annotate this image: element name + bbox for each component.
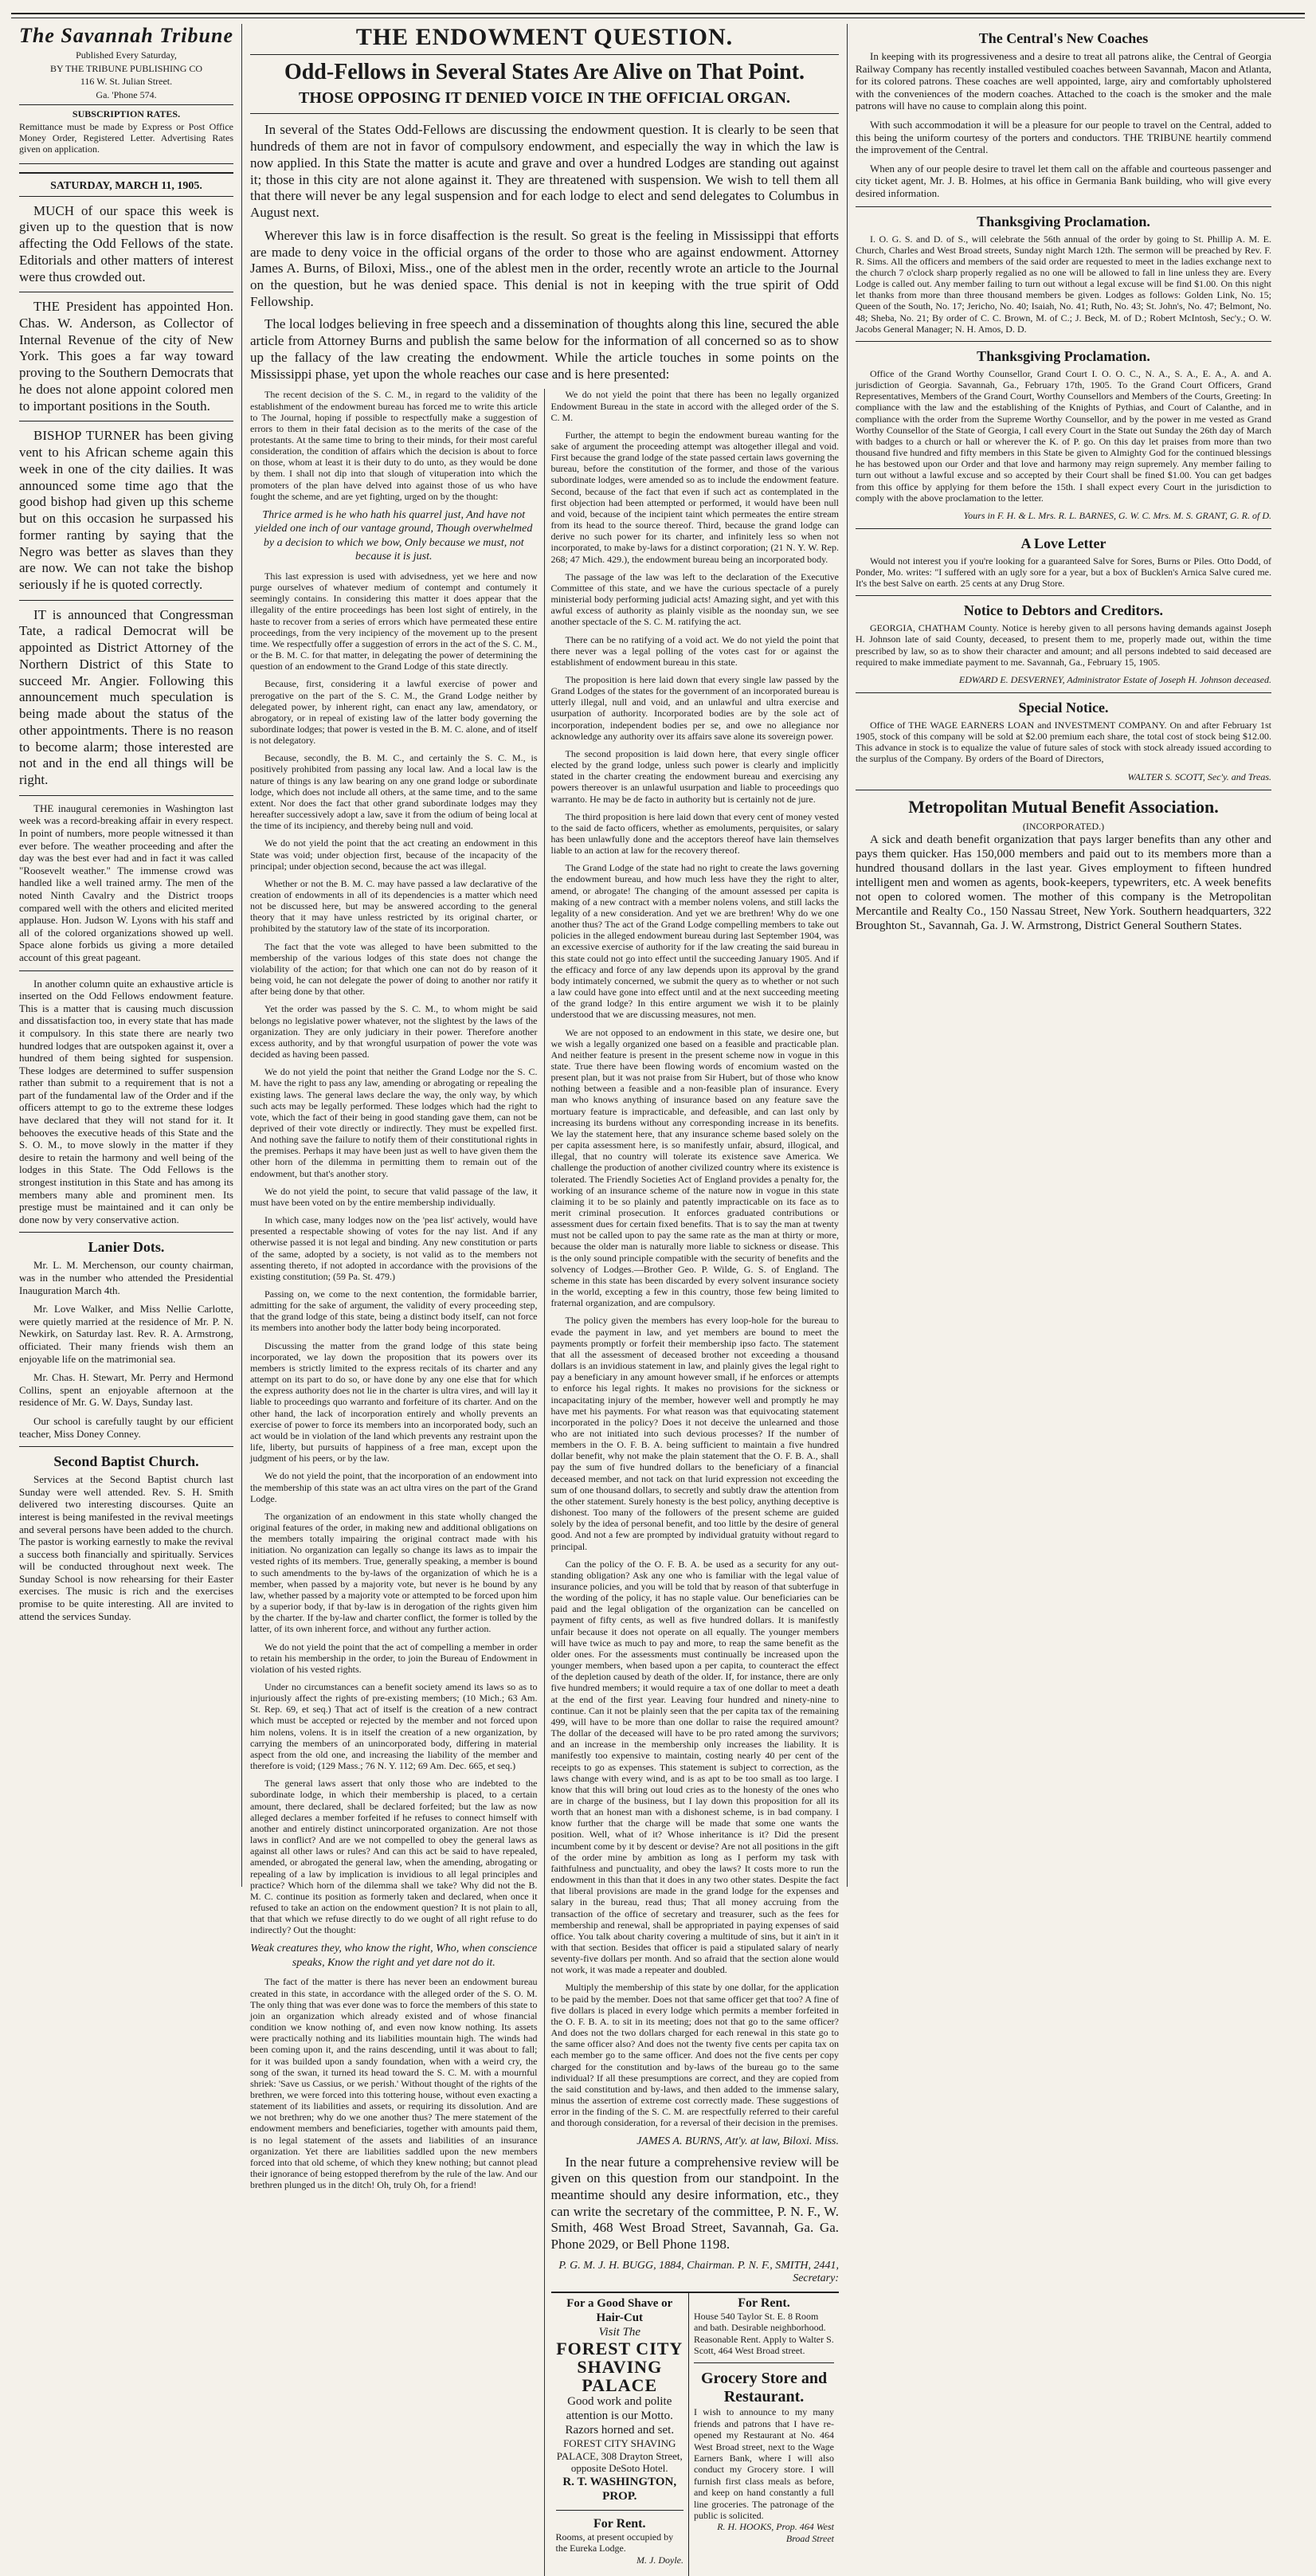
masthead <box>19 24 233 174</box>
article-paragraph: The fact that the vote was alleged to have been submitted to the membership of the various lodges of this state does not change the violability of the action; for that which one can not do by reason of it being void, he can not delegate the power of doing to another nor ratify it after being done by that other. <box>250 940 538 998</box>
notice-signature: Yours in F. H. & L. Mrs. R. L. BARNES, G. W. C. Mrs. M. S. GRANT, G. R. of D. <box>963 509 1271 521</box>
article-paragraph: Yet the order was passed by the S. C. M., to whom might be said belongs no legislative power whatever, not the slightest by the laws of the organization. They are only judiciary in their power. Therefore another excess authority, and by that wrongful usurpation of power the vote was decided as having been passed. <box>250 1003 538 1061</box>
section-heading: Thanksgiving Proclamation. <box>977 347 1150 364</box>
article-subheadline: Odd-Fellows in Several States Are Alive on That Point. <box>284 60 805 84</box>
divider <box>856 692 1271 693</box>
divider <box>19 795 233 796</box>
news-item: When any of our people desire to travel let them call on the affable and courteous passenger and city ticket agent, Mr. J. B. Holmes, at his office in Germania Bank building, who will give every desired information. <box>856 162 1271 199</box>
article-paragraph: The passage of the law was left to the declaration of the Executive Committee of this state, and we have the curious spectacle of a purely ministerial body performing judicial acts! Amazing sight, and yet with this awful excess of authority as plainly visible as the noonday sun, we see another spectacle of the S. C. M. ratifying the act. <box>550 570 839 628</box>
article-paragraph: We do not yield the point that there has been no legally organized Endowment Bureau in the state in accord with the alleged order of the S. C. M. <box>550 389 839 423</box>
article-paragraph: This last expression is used with advisedness, yet we here and now purge ourselves of whatever medium of contempt and contumely it seemingly contains. In considering this matter it does appear that the illegality of the entire proceedings has been lost sight of entirely, in the haste to recover from a series of errors which have permeated these entire proceedings, from the very incipiency of the movement up to the present time. We respectfully offer a suggestion of errors in the act of the S. C. M., or the B. M. C. for that matter, in delegating the power of determining the question of an endowment to the Grand Lodge of this state directly. <box>250 570 538 672</box>
divider <box>19 600 233 601</box>
column-left <box>11 24 242 1887</box>
editorial-paragraph: In another column quite an exhaustive article is inserted on the Odd Fellows endowment feature. This is a matter that is causing much discussion and dissatisfaction too, in every state that has made it compulsory. In this state there are nearly two hundred lodges that are outspoken against it, over a hundred of them being sighted for suspension. These lodges are determined to suffer suspension rather than submit to a requirement that is not a part of the fundamental law of the Order and if the officers attempt to go to the extreme these lodges have declared that they will not stand for it. It behooves the executive heads of this State and the S. O. M., to move slowly in the matter if they desire to retain the harmony and well being of the lodges in this State. The Odd Fellows is the strongest institution in this State and has among its members many able and prominent men. Its prestige must be maintained and it can only be done now by very conservative action. <box>19 977 233 1225</box>
news-item: Mr. Chas. H. Stewart, Mr. Perry and Hermond Collins, spent an enjoyable afternoon at the residence of Mr. G. W. Days, Sunday last. <box>19 1371 233 1409</box>
shave-ad-line: For a Good Shave or Hair-Cut <box>566 2296 673 2324</box>
notice-text: I. O. G. S. and D. of S., will celebrate the 56th annual of the order by going to St. Phillip A. M. E. Church, Charles and West Broad streets, Sunday night March 12th. The sermon will be preached by Rev. F. R. Sims. All the officers and members of the said order are requested to meet in the ladies exchange next to the church 7 o'clock sharp properly regalied as no one will be allowed to fall in line unless they are. Every Lodge is called out. Any member failing to turn out without a legal excuse will be find $1.00. On this night let thanks from more than three thousand members be given. Lodges as follows: Golden Link, No. 15; Queen of the South, No. 17; Jericho, No. 40; Isaiah, No. 41; Ruth, No. 43; St. John's, No. 47; Belmont, No. 48; Sheba, No. 21; By order of C. C. Brown, M. of C.; J. Beck, M. of D.; Robert McIntosh, Sec'y.; O. W. Jacobs General Manager; N. H. Amos, D. D. <box>856 233 1271 335</box>
divider <box>856 595 1271 596</box>
divider <box>856 206 1271 207</box>
subscription-box <box>19 104 233 164</box>
article-deck: THOSE OPPOSING IT DENIED VOICE IN THE OFFICIAL ORGAN. <box>250 89 839 114</box>
news-item: Our school is carefully taught by our efficient teacher, Miss Doney Conney. <box>19 1414 233 1440</box>
shave-ad-line: Visit The <box>598 2325 641 2339</box>
editorial-paragraph: BISHOP TURNER has been giving vent to his African scheme again this week in one of the city dailies. It was announced some time ago that the good bishop had given up this scheme but on this occasion he surpassed his former ranting by saying that the Negro was better as slaves than they are now. We can not take the bishop seriously if he is quoted correctly. <box>19 428 233 593</box>
news-item: Mr. Love Walker, and Miss Nellie Carlotte, were quietly married at the residence of Mr. P. N. Newkirk, on Saturday last. Rev. R. A. Armstrong, officiated. Their many friends wish them an enjoyable life on the matrimonial sea. <box>19 1303 233 1365</box>
article-paragraph: The policy given the members has every loop-hole for the bureau to evade the payment in law, and yet members are bound to meet the payments promptly or forfeit their membership ipso facto. The statement that all the assessment of deceased brother not exceeding a thousand dollars is an invidious statement in law, and plainly gives the legal right to pay a beneficiary in any amount however small, if he enforces or attempts to enforce his legal rights. It makes no provisions for the sickness or incapacitating injury of the member, however well and promptly he may have met his payments. For what reason was that equivocating statement incorporated in the policy? Does it not deceive the unlearned and those who are not initiated into such devious processes? If the number of members in the O. F. B. A. being sufficient to maintain a five hundred dollar benefit, why not make the plain statement that the O. F. B. A., shall pay the sum of five hundred dollars to the beneficiary of a financial deceased member, and not tack on that lurid expression not exceeding the sum of one thousand dollars, to secretly and subtly draw the attention from the other statement. Surely honesty is the best policy, anything deceptive is dishonest. Too many of the followers of the present scheme are guided solely by the idea of personal benefit, and too little by the desire of general good. And not a few are prompted by individual gratuity without regard to principal. <box>550 1315 839 1552</box>
article-paragraph: The Grand Lodge of the state had no right to create the laws governing the endowment bureau, and how much less have they the right to alter, amend, or abrogate! The changing of the amount assessed per capita is making of a new contract with a member nolens volens, and still lacks the legality of a new consideration. And yet we are brethren! Why do we one another thus? The act of the Grand Lodge compelling members to take out policies in the alleged endowment bureau during last September 1904, was an excessive exercise of authority for if the law creating the said bureau in this state could not go into effect until the succeeding January 1905. And if the efficacy and force of any law depends upon its approval by the grand body intimately concerned, we submit the query as to whether or not such a law could have gone into effect until and at the next succeeding meeting of the grand lodge? In this entire argument we wish it to be plainly understood that we are discussing measures, not men. <box>550 862 839 1021</box>
masthead-publisher: BY THE TRIBUNE PUBLISHING CO <box>49 62 203 74</box>
notice-signature: WALTER S. SCOTT, Sec'y. and Treas. <box>1127 770 1271 782</box>
shave-ad-name: FOREST CITY SHAVING PALACE <box>556 2338 683 2396</box>
section-heading: Metropolitan Mutual Benefit Association. <box>908 796 1219 817</box>
article-intro: Wherever this law is in force disaffection is the result. So great is the feeling in Mississippi that efforts are made to deny voice in the official organs of the order to those who are against endowment. Attorney James A. Burns, of Biloxi, Miss., one of the ablest men in the order, recently wrote an article to the Journal on the question, but he was denied space. This denial is not in keeping with the true spirit of Odd Fellowship. <box>250 227 839 309</box>
shave-ad-line: FOREST CITY SHAVING PALACE, 308 Drayton Street, opposite DeSoto Hotel. <box>556 2437 683 2475</box>
article-paragraph: The recent decision of the S. C. M., in regard to the validity of the establishment of the endowment bureau has forced me to write this article to The Journal, hoping if possible to respectfully make a suggestion of errors to them in their fatal decision as to the merits of the case of the protestants. At the same time to bring to their minds, for their most careful consideration, the condition of affairs which the decision is about to force on those, whom at least it is their duty to do unto, as they would be done by them. I shall not dip into that slough of vituperation into which the promoters of the plan have delved into against those of us who have fought the scheme, and are yet fighting, urged on by the thought: <box>250 389 538 502</box>
column-layout <box>11 24 1305 2566</box>
for-rent-text: Rooms, at present occupied by the Eureka Lodge. <box>555 2531 674 2554</box>
article-paragraph: The second proposition is laid down here, that every single officer elected by the grand lodge, unless such power is clearly and implicitly stated in the charter creating the endowment bureau and exercising any powers thereover is an unlawful usurpation and liable to proceedings quo warranto. He may be de facto in authority but is certainly not de jure. <box>550 747 839 805</box>
article-intro: In several of the States Odd-Fellows are discussing the endowment question. It is clearly to be seen that hundreds of them are not in favor of compulsory endowment, and especially the way in which the law is now applied. In this State the matter is acute and grave and over a hundred Lodges are standing out against it; those in this city are not alone against it. They are threatened with suspension. We wish to tell them all that there will never be any legal suspension and for each lodge to elect and send delegates to Columbus in August next. <box>250 122 839 221</box>
divider <box>694 2362 834 2363</box>
section-heading: The Central's New Coaches <box>978 30 1149 46</box>
article-verse: Weak creatures they, who know the right, Who, when conscience speaks, Know the right and yet dare not do it. <box>250 1943 538 1969</box>
for-rent-heading: For Rent. <box>738 2296 790 2310</box>
section-heading: Special Notice. <box>1018 699 1109 716</box>
article-paragraph: We do not yield the point, that the incorporation of an endowment into the membership of this state was an act ultra vires on the part of the Grand Lodge. <box>250 1470 538 1504</box>
article-signature: JAMES A. BURNS, Att'y. at law, Biloxi. Miss. <box>636 2135 839 2147</box>
masthead-publish-line: Published Every Saturday, <box>76 49 177 61</box>
article-paragraph: In which case, many lodges now on the 'pea list' actively, would have presented a respectable showing of votes for the nay list. And if any otherwise passed it is not legal and binding. Any new constitution or parts of the same, adopted by a society, is not valid as to the members not assenting thereto, if not adopted in accordance with the provisions of the existing constitution; (59 Pa. St. 479.) <box>250 1214 538 1282</box>
editorial-paragraph: IT is announced that Congressman Tate, a radical Democrat will be appointed as District Attorney of the Northern District of this State to succeed Mr. Angier. Following this announcement much speculation is being made about the status of the other appointments. There is no reason to become alarm; those interested are not and in the end all things will be right. <box>19 606 233 788</box>
committee-signature: P. G. M. J. H. BUGG, 1884, Chairman. P. N. F., SMITH, 2441, Secretary: <box>558 2259 839 2284</box>
shave-ad <box>551 2293 690 2576</box>
article-paragraph: The organization of an endowment in this state wholly changed the original features of the order, in making new and additional obligations on the members totally impairing the original contract made with his initiation. No organization can legally so change its laws as to impair the vested rights of its members. True, generally speaking, a member is bound to such amendments to the by-laws of the organization of which he is a member, when passed by a majority vote, but never is he bound by any law, whether passed by a majority vote or attempted to be forced upon him by a superior body, if that by-law is in derogation of the rights given him by the charter. If the by-law and charter conflict, the former is tolled by the latter, of its own inherent force, and without any further action. <box>250 1510 538 1635</box>
notice-text: Would not interest you if you're looking for a guaranteed Salve for Sores, Burns or Piles. Otto Dodd, of Ponder, Mo. writes: "I suffered with an ugly sore for a year, but a box of Bucklen's Arnica Salve cured me. It's the best Salve on earth. 25 cents at any Drug Store. <box>856 555 1271 590</box>
article-paragraph: We do not yield the point that neither the Grand Lodge nor the S. C. M. have the right to pass any law, amending or abrogating or repealing the existing laws. The general laws declare the way, the only way, by which such acts may be legally performed. These lodges which had the right to vote, which the fact of their being in good standing gave them, can not be deprived of their vote directly or indirectly. They must be expelled first. And nothing save the failure to notify them of their constitutional rights in the premises. Perhaps it may have been just as well to have given them the other horn of the dilemma in permitting them to remain out of the endowment, but that's another story. <box>250 1066 538 1179</box>
article-paragraph: Under no circumstances can a benefit society amend its laws so as to injuriously affect the rights of pre-existing members; (10 Mich.; 63 Am. St. Rep. 69, et seq.) That act of itself is the creation of a new contract which must be accepted or rejected by the member and not forced upon him nolens, volens. It is in itself the creation of a new organization, by carrying the members of an unincorporated body, differing in material aspect from the old one, and increasing the liability of the member and therefore is void; (129 Mass.; 76 N. Y. 112; 69 Am. Dec. 665, et seq.) <box>250 1681 538 1772</box>
notice-signature: EDWARD E. DESVERNEY, Administrator Estate of Joseph H. Johnson deceased. <box>958 673 1271 685</box>
remit-note: Remittance must be made by Express or Post Office Money Order, Registered Letter. Advertising Rates given on application. <box>19 121 233 155</box>
article-headline: THE ENDOWMENT QUESTION. <box>250 24 839 55</box>
article-body-left <box>250 389 545 2575</box>
divider <box>556 2510 684 2511</box>
divider <box>19 1232 233 1233</box>
column-main-article <box>242 24 848 2566</box>
masthead-phone: Ga. 'Phone 574. <box>96 88 157 100</box>
article-paragraph: We do not yield the point that the act of compelling a member in order to retain his membership in the order, to join the Bureau of Endowment in violation of his vested rights. <box>250 1641 538 1675</box>
editorial-paragraph: THE inaugural ceremonies in Washington last week was a record-breaking affair in every respect. In point of numbers, more people witnessed it than ever before. The weather proceeding and after the day was the best ever had and in fact it was called "Roosevelt weather." The immense crowd was handled like a well trained army. The men of the noted Ninth Cavalry and the District troops compared well with the others and elicited merited applause. Hon. Judson W. Lyons with his staff and all of the colored organizations showed up well. Space alone forbids us giving a more detailed account of this great pageant. <box>19 802 233 963</box>
top-border-rule <box>11 13 1305 18</box>
article-paragraph: Passing on, we come to the next contention, the formidable barrier, admitting for the sake of argument, the validity of every proceeding step, that the grand lodge of this state, being a distinct body itself, can not force its members into another body the latter body being incorporated. <box>250 1288 538 1334</box>
editorial-paragraph: THE President has appointed Hon. Chas. W. Anderson, as Collector of Internal Revenue of the city of New York. This goes a far way toward proving to the Southern Democrats that he does not alone appoint colored men to important positions in the South. <box>19 299 233 414</box>
notice-text: Office of the Grand Worthy Counsellor, Grand Court I. O. O. C., N. A., S. A., E. A., A. and A. jurisdiction of Georgia. Savannah, Ga., February 17th, 1905. To the Grand Court Officers, Grand Representatives, Members of the Grand Court, Worthy Counsellors and Members of the Courts, Greeting: In compliance with the law and the establishing of the Knights of Pythias, and Court of Calanthe, and in compliance with the order from the Supreme Worthy Counsellor, and by the power in me vested as Grand Worthy Counsellor of the State of Georgia, I call every Court in the State out Sunday the 26th day of March with badges to a church or hall or wherever the K. of P. go. On this day let praises from more than two thousand five hundred and fifty members in this State be given to Almighty God for the continued blessings he has bestowed upon our Order and that love and harmony may reign supremely. Any member failing to turn out without a lawful excuse and so accepted by their Court shall be fined $1.00. You can get badges from this office by applying for them before the 15th. I shall expect every Court in the jurisdiction to comply with the above proclamation to the letter. <box>856 367 1271 504</box>
metro-subhead: (INCORPORATED.) <box>1022 820 1105 832</box>
notice-text: Office of THE WAGE EARNERS LOAN and INVESTMENT COMPANY. On and after February 1st 1905, stock of this company will be sold at $2.00 premium each share, the total cost of stock being $12.00. This advance in stock is to equalize the value of future sales of stock with stock already issued according to the surplus of the Company. By orders of the Board of Directors, <box>856 719 1271 765</box>
notice-text: A sick and death benefit organization that pays larger benefits than any other and pays them quicker. Has 150,000 members and paid out to its members more than a hundred thousand dollars in the last year. Gives employment to fifteen hundred intelligent men and women as agents, book-keepers, typewriters, etc. A week benefits not open to colored women. The mother of this company is the Metropolitan Mercantile and Realty Co., 150 Nassau Street, New York. Southern headquarters, 322 Broughton St., Savannah, Ga. J. W. Armstrong, District General Southern States. <box>856 833 1271 932</box>
news-item: Mr. L. M. Merchenson, our county chairman, was in the number who attended the Presidential Inauguration March 4th. <box>19 1259 233 1296</box>
article-paragraph: We are not opposed to an endowment in this state, we desire one, but we wish a legally organized one based on a feasible and practicable plan. And neither feature is present in the present scheme now in vogue in this state. True there have been flowing words of encomium wasted on the present plan, but it was not praise from Sir Hubert, but of those who know nothing between a feasible and a non-feasible plan of insurance. Every man who knows anything of insurance based on any feature save the mortuary feature is impracticable, and defeasible, and can last only by increasing its burdens without any corresponding increase in its benefits. We lay the statement here, that any insurance scheme based solely on the per capita assessment here, is so manifestly unfair, absurd, illogical, and illegal, that no country will tolerate its existence save America. We challenge the production of another civilized country where its existence is tolerated. The Friendly Societies Act of England provides a penalty for, the working of an insurance scheme of the nature now in vogue in this state claiming it to be so plainly and patently impracticable on its face as to merit criminal prosecution. It enforces graduated contributions or assessment dues for certain fixed benefits. That is to say the man at twenty must not be called upon to pay the same rate as the man at thirty or more, because the older man is naturally more liable to sickness or disease. This is the only sound principle compatible with the security of benefits and the solvency of Lodges.—Brother Geo. P. Wilde, G. S. of England. The scheme in this state has been discarded by every solvent insurance society in the world, excepting a few in this country, those few being limited to fraternal organization, and are compulsory. <box>550 1026 839 1309</box>
grocery-text: I wish to announce to my many friends and patrons that I have re-opened my Restaurant at No. 464 West Broad street, next to the Wage Earners Bank, where I will also conduct my Grocery store. I will furnish first class meals as before, and keep on hand constantly a full line groceries. The patronage of the public is solicited. <box>694 2406 834 2521</box>
shave-ad-line: R. T. WASHINGTON, PROP. <box>562 2475 677 2503</box>
article-paragraph: The proposition is here laid down that every single law passed by the Grand Lodges of the states for the government of an incorporated bureau is utterly illegal, null and void, and an unlawful and ultra exercise and usurpation of authority. Incorporated bodies are by the sole act of incorporation, independent bodies per se, and owe no allegiance nor acknowledge any authority over its affairs save alone its sovereign power. <box>550 673 839 742</box>
article-paragraph: Discussing the matter from the grand lodge of this state being incorporated, we lay down the proposition that its powers over its members is strictly limited to the express recitals of its charter and any attempt on its part to do so, or have done by any one else that for which the express authority does not lie in the charter is ultra vires, and will lay it liable to proceedings quo warranto and forfeiture of its charter. And on the other hand, the lack of incorporation entirely and wholly prevents an exercise of power to force its members into an incorporated body, such an act would be in violation of the land which prevents any restraint upon the life, liberty, but pursuits of happiness of a free man, except upon the judgment of his peers, or by the law. <box>250 1339 538 1464</box>
for-rent-signature: M. J. Doyle. <box>636 2554 684 2566</box>
article-paragraph: Can the policy of the O. F. B. A. be used as a security for any out-standing obligation? Ask any one who is familiar with the legal value of insurance policies, and you will be told that by reason of that subterfuge in the wording of the policy, it has no staple value. Our beneficiaries can be paid and the legal obligation of the organization can be cancelled on payment of fifty cents, as well as five hundred dollars. It is manifestly unfair because it does not operate on all equally. The younger members will have twice as much to pay and more, to reap the same benefit as the older ones. For the assessments must continually be increased upon the younger members, when based upon a per capita, to counteract the effect of the depletion caused by death of the older. If, for instance, there are only five hundred members; it would require a tax of one dollar to meet a death at the end of the first year. Leaving four hundred and ninety-nine to continue. Can it not be plainly seen that the per capita tax of the remaining 499, will have to be more than one dollar to raise the required amount? The dollar of the deceased will have to be pro rated among the survivors; and an increase in the membership only increases the liability. It is manifestly too expensive to maintain, costing nearly 40 per cent of the receipts to go as expenses. This statement is subject to correction, as the laws change with every wind, and is as apt to be too small as too large. I know that this will bring out loud cries as to the honesty of the ones who are in charge of the business, but I lay down this proposition for all its worth that an honest man with a dishonest scheme, is in bad company. I know further that the charge will be made that some one wants the position. Well, what of it? Whose inheritance is it? Did the present incumbent come by it by descent or devise? Are not all positions in the gift of the order mine by ambition as long as I perform my task with faithfulness and punctuality, and obey the laws? It costs more to run the endowment in this than that it does in any two other states. Despite the fact that liberal provisions are made in the grand lodge for the expenses and salary in the bureau, read thus; That all money accruing from the transaction of the office of secretary and treasurer, such as the fees for membership and renewal, shall be appropriated in paying expenses of said office. You talk about charity covering a multitude of sins, but it ain't in it with that section. Besides that officer is paid a stipulated salary of nearly seventy-five dollars per month. And so afraid that the section alone would not work, it was made a repeater and doubled. <box>550 1558 839 1976</box>
notice-text: GEORGIA, CHATHAM County. Notice is hereby given to all persons having demands against Joseph H. Johnson late of said County, deceased, to present them to me, properly made out, within the time prescribed by law, so as to show their character and amount; and all persons indebted to said deceased are required to make immediate payment to me. Savannah, Ga., February 15, 1905. <box>856 622 1271 668</box>
divider <box>856 528 1271 529</box>
section-heading: Lanier Dots. <box>88 1239 165 1256</box>
masthead-address: 116 W. St. Julian Street. <box>80 76 173 88</box>
divider <box>19 970 233 971</box>
article-paragraph: The fact of the matter is there has never been an endowment bureau created in this state, in accordance with the alleged order of the S. O. M. The only thing that was ever done was to force the members of this state to join an organization which already existed and of whose financial condition we know nothing of, and even now know nothing. Its assets were practically nothing and its liabilities mountain high. The winds had been coming upon it, and the rains descending, until it was about to fall; for it was builded upon a sandy foundation, when with a weird cry, the song of the swan, it turned its head toward the S. C. M. with a mournful shriek: 'Save us Cassius, or we perish.' Without thought of the rights of the brethren, we were forced into this tottering house, without even exacting a statement of its liabilities and assets, or requiring its dissolution. And are we not brethren; why do we one another thus? The mere statement of the endowment members and beneficiaries, together with amounts paid them, is no legal statement of the assets and liabilities of an insurance organization. Yet there are liabilities saddled upon the new members forced into that old scheme, of which they knew nothing; but cannot plead their ignorance of being estopped therefrom by the rule of the law. And our brethren plunged us in the ditch! Oh, truly Oh, for a friend! <box>250 1976 538 2191</box>
grocery-heading: Grocery Store and Restaurant. <box>700 2370 828 2406</box>
article-paragraph: Multiply the membership of this state by one dollar, for the application to be paid by the member. Does not that same officer get that too? A fine of five dollars is placed in every lodge which permits a member forfeited in the O. F. B. A. to sit in its meeting; does not that go to the same officer? And does not the two dollars charged for each renewal in this state go to the same officer also? And does not the twenty five cents per capita tax on each member go to the same officer. And does not the five cents per copy charged for the constitution and by-laws of the bureau go to the same individual? If all these presumptions are correct, and they are copied from the said constitution and by-laws, and then added to the immense salary, minus the assertion of extreme cost correctly made. These suggestions of error in the finding of the S. C. M. are respectfully referred to their careful and thorough consideration, for a reversal of their decision in the premises. <box>550 1982 839 2129</box>
editorial-paragraph: MUCH of our space this week is given up to the question that is now affecting the Odd Fellows of the state. Editorials and other matters of interest were thus crowded out. <box>19 202 233 284</box>
article-paragraph: Further, the attempt to begin the endowment bureau wanting for the sake of argument the proceeding attempt was altogether illegal and void. First because the grand lodge of the state passed certain laws governing the bureau, before the constitution of the former, and those of the various subordinate lodges, were amended so as to include the endowment feature. Second, because of the fact that even if such act as contemplated in the first objection had been attempted or performed, it would have been null and void, because of the incipient taint which permeates the entire stream from its head to the source thereof. Third, because the grand lodge can derive no such power for its charter, and infinitely less so when not incorporated, to make by-laws for a distinct corporation; (21 N. Y. W. Rep. 268; 47 Mich. 429.), the endowment bureau being an incorporated body. <box>550 429 839 565</box>
article-closing: In the near future a comprehensive review will be given on this question from our standpoint. In the meantime should any desire information, etc., they can write the secretary of the committee, P. N. F., W. Smith, 468 West Broad Street, Savannah, Ga. Ga. Phone 2029, or Bell Phone 1198. <box>550 2154 839 2253</box>
divider <box>19 1446 233 1447</box>
for-rent-text: House 540 Taylor St. E. 8 Room and bath. Desirable neighborhood. Reasonable Rent. Apply to Walter S. Scott, 464 West Broad street. <box>694 2310 834 2357</box>
subscription-head: SUBSCRIPTION RATES. <box>72 108 181 120</box>
article-verse: Thrice armed is he who hath his quarrel just, And have not yielded one inch of our vantage ground, Though overwhelmed by a decision to which we bow, Only because we must, not because it is just. <box>255 508 533 563</box>
article-paragraph: Whether or not the B. M. C. may have passed a law declarative of the creation of endowments in all of its dependencies is a matter which need not be discussed here, but may be answered according to the general theory that it may have unless restricted by its original charter, or prohibited by the statutory law of the state of its incorporation. <box>250 877 538 935</box>
news-item: With such accommodation it will be a pleasure for our people to travel on the Central, added to this being the uniform courtesy of the porters and conductors. THE TRIBUNE heartily commend the improvement of the Central. <box>856 118 1271 156</box>
section-heading: Thanksgiving Proclamation. <box>977 213 1150 229</box>
ads-row <box>551 2292 840 2576</box>
grocery-signature: R. H. HOOKS, Prop. 464 West Broad Street <box>717 2521 834 2545</box>
section-heading: A Love Letter <box>1020 535 1106 551</box>
article-body-right <box>545 389 840 2575</box>
column-right <box>848 24 1279 1887</box>
shave-ad-line: Good work and polite attention is our Motto. Razors horned and set. <box>565 2395 675 2437</box>
news-item: Services at the Second Baptist church last Sunday were well attended. Rev. S. H. Smith delivered two interesting discourses. Quite an interest is being manifested in the revival meetings and several persons have been added to the church. The pastor is working earnestly to make the revival a success both financially and spiritually. Services will be conducted throughout next week. The Sunday School is now rehearsing for their Easter exercises. The music is rich and the exercises promise to be quite interesting. All are invited to attend the services Sunday. <box>19 1473 233 1622</box>
divider <box>856 341 1271 342</box>
masthead-title: The Savannah Tribune <box>19 24 233 47</box>
section-heading: Notice to Debtors and Creditors. <box>963 602 1164 619</box>
article-paragraph: Because, first, considering it a lawful exercise of power and prerogative on the part of the S. C. M., the Grand Lodge neither by delegated power, by inherent right, can enact any law, amendatory, or abrogatory, or in repeal of existing law of the latter body governing the subordinate lodges; that power is vested in the B. M. C. alone, and of itself is not delegatory. <box>250 678 538 747</box>
article-body <box>250 389 839 2575</box>
article-paragraph: The third proposition is here laid down that every cent of money vested to the said de facto officers, whether as emoluments, perquisites, or salary has been unlawfully done and the acceptors thereof have lain themselves liable to an action at law for the recovery thereof. <box>550 810 839 857</box>
news-item: In keeping with its progressiveness and a desire to treat all patrons alike, the Central of Georgia Railway Company has recently installed vestibuled coaches between Savannah, Macon and Atlanta, for its colored patrons. These coaches are well appointed, large, airy and comfortably upholstered with the conveniences of the modern coaches. Attached to the coach is the smoker and the male patrons will have no cause to complain along this point. <box>856 50 1271 112</box>
article-paragraph: We do not yield the point, to secure that valid passage of the law, it must have been voted on by the entire membership individually. <box>250 1185 538 1208</box>
article-paragraph: There can be no ratifying of a void act. We do not yield the point that there never was a legal polling of the votes cast for or against the establishment of endowment bureau in this state. <box>550 633 839 668</box>
article-paragraph: The general laws assert that only those who are indebted to the subordinate lodge, in which their membership is placed, to a certain amount, there declared, shall be declared forfeited; but the law as now alleged declares a member forfeited if he refuses to connect himself with another and entirely distinct unincorporated organization. Are not those laws in conflict? And are we not compelled to obey the general laws as against all other laws or rules? And can this act be said to have repealed, amended, or abrogated the general law, when the amending, abrogating or repealing of a law by implication is invidious to all legal principles and practice? Which horn of the dilemma shall we take? Why did not the B. M. C. continue its position as formerly taken and declared, when once it refused to take an action on the endowment question? It is not plain to all, that that which we refuse directly to do we ought of all right refuse to do indirectly? Out the thought: <box>250 1778 538 1936</box>
section-heading: Second Baptist Church. <box>53 1453 199 1470</box>
rent-grocery-ads <box>689 2293 839 2576</box>
article-paragraph: We do not yield the point that the act creating an endowment in this State was void; under objection first, because of the incapacity of the principal; under objection second, because the act was illegal. <box>250 837 538 872</box>
for-rent-heading: For Rent. <box>593 2516 646 2531</box>
issue-date: SATURDAY, MARCH 11, 1905. <box>19 180 233 197</box>
article-intro: The local lodges believing in free speech and a dissemination of thoughts along this line, secured the able article from Attorney Burns and publish the same below for the information of all concerned so as to show up the fallacy of the law creating the endowment. While the article touches in some points on the Mississippi phase, yet upon the whole reaches our case and is here presented: <box>250 316 839 382</box>
article-paragraph: Because, secondly, the B. M. C., and certainly the S. C. M., is positively prohibited from passing any local law. And a local law is the nature of things is any law bearing on any one grand lodge or subordinate lodge, which does not include all others, at the same time, and to the same extent. Nor does the fact that other grand subordinate lodges may they hereafter successively adopt a law, save it from the odium of being local at the time of its incipiency, and thereby being null and void. <box>250 752 538 832</box>
